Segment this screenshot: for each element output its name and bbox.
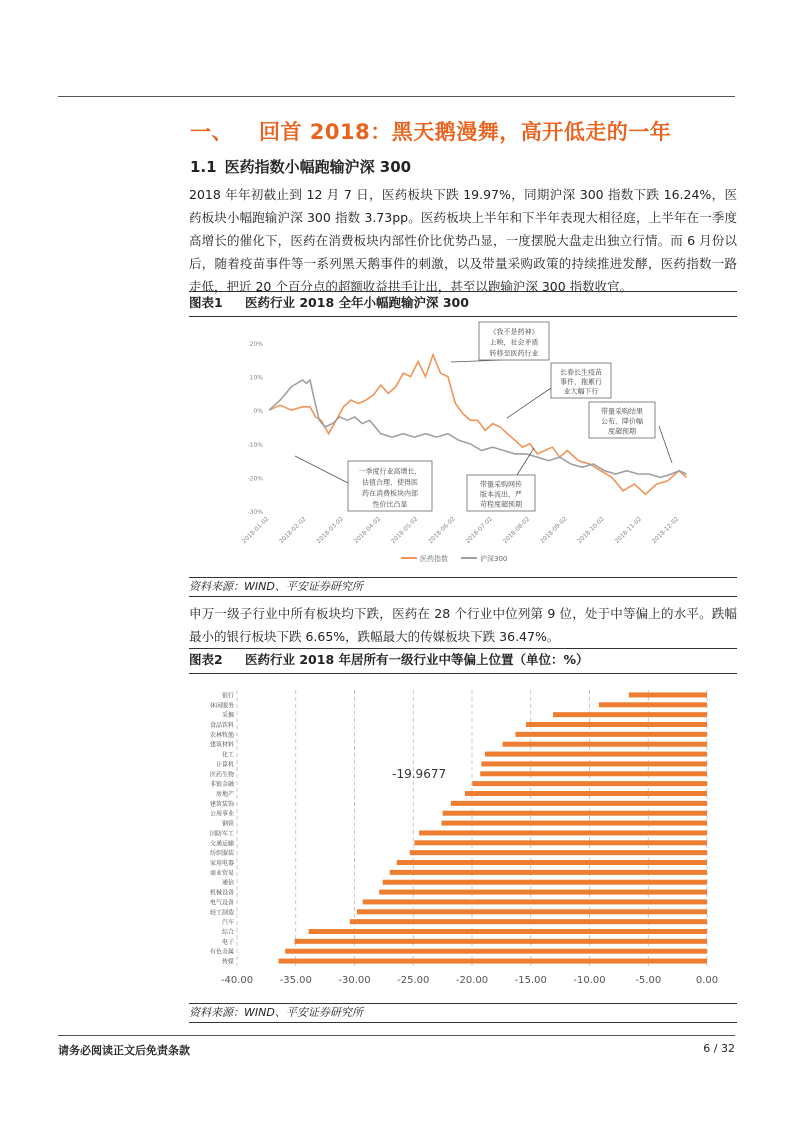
bar [472,781,707,786]
annotation-text: 业大幅下行 [563,387,599,396]
category-label: 家用电器 [209,860,234,867]
category-label: 纺织服装 [209,850,234,858]
category-label: 休闲服务 [209,702,234,710]
x-tick-label: -5.00 [635,975,662,986]
figure1-header [189,291,737,317]
category-label: 农林牧渔 [209,731,234,739]
data-label: -19.9677 [392,766,447,781]
category-label: 非银金融 [209,781,234,789]
y-tick-label: 10% [249,374,263,382]
figure2-title: 医药行业 2018 年居所有一级行业中等偏上位置（单位：%） [245,652,589,667]
bar [443,811,707,816]
bar [295,939,707,944]
category-label: 化工 [221,751,234,759]
category-label: 医药生物 [209,771,234,779]
bar [363,899,707,904]
page-number: 6 / 32 [703,1042,735,1055]
subsection-title: 医药指数小幅跑输沪深 300 [224,158,412,176]
x-tick-label: 2018-01-02 [240,515,271,546]
x-tick-label: -30.00 [338,975,371,986]
bar [526,722,707,727]
category-label: 银行 [221,692,234,700]
annotation-arrow [659,426,672,463]
category-label: 轻工制造 [209,909,234,917]
bar [481,761,707,766]
category-label: 商业贸易 [209,869,234,877]
annotation-text: 带量采购结果 [601,407,643,416]
x-tick-label: 2018-11-02 [613,515,644,546]
category-label: 建筑装饰 [209,800,234,808]
bar [414,840,707,845]
figure2-label: 图表2 [189,652,223,667]
figure1-title: 医药行业 2018 全年小幅跑输沪深 300 [245,295,469,310]
annotation-arrow [517,448,534,475]
category-label: 综合 [221,929,234,936]
x-tick-label: -40.00 [220,975,254,986]
x-tick-label: 2018-07-02 [464,515,495,546]
section-number: 一、 [190,120,233,144]
bar [480,771,707,776]
figure1-source: 资料来源：WIND、平安证券研究所 [189,577,737,597]
bar [357,909,707,914]
bar [419,830,707,835]
annotation-text: 苛程度超预期 [480,500,522,509]
bar [599,702,707,707]
y-tick-label: -20% [247,475,263,483]
category-label: 通信 [221,879,234,887]
x-tick-label: 0.00 [695,975,719,986]
x-tick-label: 2018-10-02 [576,515,606,546]
annotation-text: 上映，社会矛盾 [489,338,539,347]
annotation-text: 估值合理，使得医 [362,478,418,487]
x-tick-label: 2018-04-02 [352,515,383,546]
annotation-text: 《我不是药神》 [489,328,539,336]
annotation-text: 度超预期 [608,427,636,436]
figure1-label: 图表1 [189,295,223,310]
bar [383,880,707,885]
legend-label: 沪深300 [480,555,508,563]
x-tick-label: 2018-05-02 [389,515,420,546]
section-heading [190,116,671,146]
bar-chart [189,676,737,1001]
bar [629,692,707,697]
body-paragraph-1: 2018 年年初截止到 12 月 7 日，医药板块下跌 19.97%，同期沪深 300 指数下跌 16.24%，医药板块小幅跑输沪深 300 指数 3.73pp。医药板块上半年和下半年表现大相径庭，上半年在一季度高增长的催化下，医药在消费板块内部性价比优势凸显，一度摆脱大盘走出独立行情。而 6 月份以后，随着疫苗事件等一系列黑天鹅事件的刺激，以及带量采购政策的持续推进发酵，医药指数一路走低，把近 20 个百分点的超额收益拱手让出，甚至以跑输沪深 300 指数收官。 [189,187,737,294]
figure2-header [189,648,737,674]
x-tick-label: 2018-06-02 [427,515,457,546]
category-label: 公用事业 [209,810,234,818]
category-label: 交通运输 [209,840,234,848]
bar [503,742,707,747]
category-label: 钢铁 [221,820,234,828]
figure2-source: 资料来源：WIND、平安证券研究所 [189,1003,737,1023]
bar [379,890,707,895]
annotation-text: 药在消费板块内部 [362,489,418,498]
footer-disclaimer: 请务必阅读正文后免责条款 [58,1044,190,1057]
annotation-text: 版本流出，严 [480,490,522,499]
annotation-text: 带量采购网传 [480,480,522,489]
bar [485,752,707,757]
category-label: 采掘 [221,712,234,720]
category-label: 有色金属 [209,948,234,956]
subsection-number: 1.1 [190,158,217,176]
bar [410,850,707,855]
bar [350,919,707,924]
section-title: 回首 2018：黑天鹅漫舞，高开低走的一年 [259,120,672,144]
annotation-text: 性价比凸显 [372,500,408,509]
x-tick-label: 2018-02-02 [278,515,308,546]
header-rule [58,96,735,97]
bar [451,801,707,806]
x-tick-label: -10.00 [573,975,606,986]
category-label: 国防军工 [209,830,234,838]
annotation-text: 长春长生疫苗 [560,368,602,377]
bar [278,959,707,964]
bar [285,949,707,954]
x-tick-label: -25.00 [397,975,430,986]
bar [441,821,707,826]
x-tick-label: 2018-12-02 [650,515,681,546]
category-label: 机械设备 [209,889,234,897]
bar [397,860,707,865]
x-tick-label: 2018-08-02 [501,515,532,546]
annotation-text: 转移至医药行业 [489,349,539,358]
footer-rule [58,1035,735,1036]
category-label: 食品饮料 [209,722,234,729]
x-tick-label: -15.00 [514,975,547,986]
category-label: 电气设备 [209,899,234,907]
annotation-text: 公布，降价幅 [601,417,643,426]
annotation-text: 一季度行业高增长， [358,467,422,476]
x-tick-label: 2018-09-02 [538,515,569,546]
category-label: 房地产 [215,791,234,798]
x-tick-label: 2018-03-02 [315,515,345,546]
bar [515,732,707,737]
annotation-arrow [507,388,551,418]
bar [465,791,707,796]
category-label: 建筑材料 [209,741,234,749]
line-chart [189,318,737,576]
x-tick-label: -20.00 [455,975,489,986]
category-label: 汽车 [221,919,234,927]
y-tick-label: -30% [247,509,263,516]
x-tick-label: -35.00 [279,975,312,986]
category-label: 传媒 [221,958,234,966]
y-tick-label: -10% [247,441,263,449]
category-label: 计算机 [215,761,234,769]
annotation-arrow [295,456,348,483]
bar [553,712,707,717]
bar [309,929,707,934]
body-paragraph-2: 申万一级子行业中所有板块均下跌，医药在 28 个行业中位列第 9 位，处于中等偏上的水平。跌幅最小的银行板块下跌 6.65%，跌幅最大的传媒板块下跌 36.47%。 [189,606,737,644]
y-tick-label: 0% [253,408,263,416]
annotation-text: 事件，拖累行 [560,377,602,386]
subsection-heading [190,156,411,177]
legend-label: 医药指数 [420,555,448,563]
category-label: 电子 [221,938,234,946]
y-tick-label: 20% [249,341,263,348]
bar [390,870,707,875]
